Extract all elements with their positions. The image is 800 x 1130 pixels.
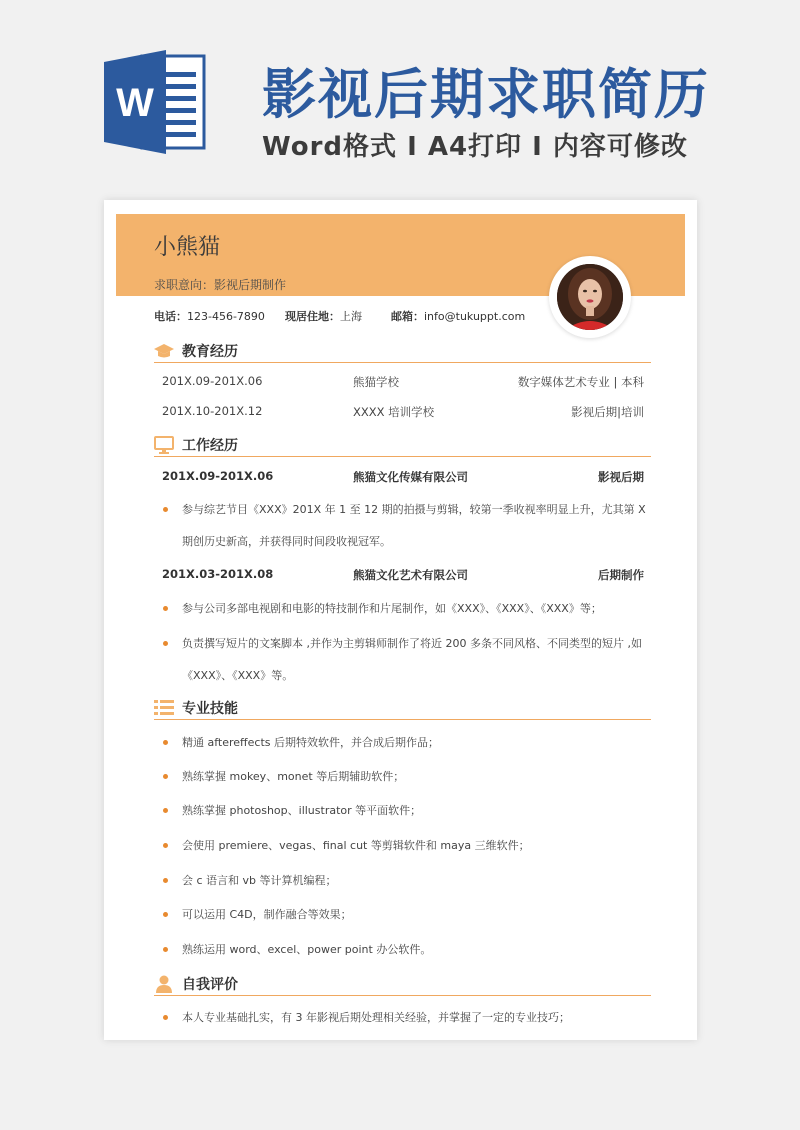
- skill-item: 熟练掌握 photoshop、illustrator 等平面软件；: [160, 795, 650, 827]
- work-job-header: 201X.03-201X.08 熊猫文化艺术有限公司 后期制作: [162, 567, 644, 582]
- word-logo-letter: W: [116, 81, 154, 125]
- word-logo-icon: [104, 50, 210, 154]
- bullet-dot-icon: [163, 808, 168, 813]
- person-icon: [154, 975, 174, 993]
- section-education: [154, 340, 651, 363]
- avatar: [557, 264, 623, 330]
- bullet-dot-icon: [163, 774, 168, 779]
- bullet-dot-icon: [163, 912, 168, 917]
- education-row: 201X.09-201X.06 熊猫学校 数字媒体艺术专业 | 本科: [162, 374, 644, 389]
- section-education-title: 教育经历: [182, 344, 238, 360]
- section-skills-title: 专业技能: [182, 701, 238, 717]
- resume-sheet: [104, 200, 697, 1040]
- list-icon: [154, 699, 174, 717]
- skill-item: 精通 aftereffects 后期特效软件，并合成后期作品；: [160, 727, 650, 759]
- skill-item: 可以运用 C4D，制作融合等效果；: [160, 899, 650, 931]
- contact-address: 现居住地：上海: [285, 310, 362, 323]
- work-item: 参与公司多部电视剧和电影的特技制作和片尾制作，如《XXX》、《XXX》、《XXX》等；: [160, 593, 650, 625]
- monitor-icon: [154, 436, 174, 454]
- candidate-name: 小熊猫: [154, 235, 221, 260]
- skill-item: 熟练掌握 mokey、monet 等后期辅助软件；: [160, 761, 650, 793]
- portrait-photo-icon: [557, 264, 623, 330]
- bullet-dot-icon: [163, 843, 168, 848]
- job-intent: 求职意向：影视后期制作: [154, 278, 287, 292]
- work-job-header: 201X.09-201X.06 熊猫文化传媒有限公司 影视后期: [162, 469, 644, 484]
- work-item: 负责撰写短片的文案脚本 ,并作为主剪辑师制作了将近 200 多条不同风格、不同类型的短片 ,如《XXX》、《XXX》等。: [160, 628, 650, 692]
- education-row: 201X.10-201X.12 XXXX 培训学校 影视后期|培训: [162, 404, 644, 419]
- bullet-dot-icon: [163, 507, 168, 512]
- bullet-dot-icon: [163, 641, 168, 646]
- avatar-frame: [549, 256, 631, 338]
- self-item: 本人专业基础扎实，有 3 年影视后期处理相关经验，并掌握了一定的专业技巧；: [160, 1002, 650, 1034]
- banner-subtitle: Word格式 I A4打印 I 内容可修改: [262, 132, 688, 162]
- bullet-dot-icon: [163, 740, 168, 745]
- section-work: [154, 434, 651, 457]
- contact-phone: 电话：123-456-7890: [154, 310, 265, 323]
- bullet-dot-icon: [163, 1015, 168, 1020]
- skill-item: 会 c 语言和 vb 等计算机编程；: [160, 865, 650, 897]
- section-work-title: 工作经历: [182, 438, 238, 454]
- graduation-cap-icon: [154, 342, 174, 360]
- skill-item: 会使用 premiere、vegas、final cut 等剪辑软件和 maya 三维软件；: [160, 830, 650, 862]
- work-item: 参与综艺节目《XXX》201X 年 1 至 12 期的拍摄与剪辑，较第一季收视率明显上升，尤其第 X 期创历史新高，并获得同时间段收视冠军。: [160, 494, 650, 558]
- resume-header-band: [116, 214, 685, 296]
- contact-email: 邮箱：info@tukuppt.com: [391, 310, 526, 323]
- banner-title: 影视后期求职简历: [262, 63, 710, 126]
- skill-item: 熟练运用 word、excel、power point 办公软件。: [160, 934, 650, 966]
- section-self: [154, 973, 651, 996]
- section-self-title: 自我评价: [182, 977, 238, 993]
- bullet-dot-icon: [163, 947, 168, 952]
- bullet-dot-icon: [163, 878, 168, 883]
- section-skills: [154, 697, 651, 720]
- bullet-dot-icon: [163, 606, 168, 611]
